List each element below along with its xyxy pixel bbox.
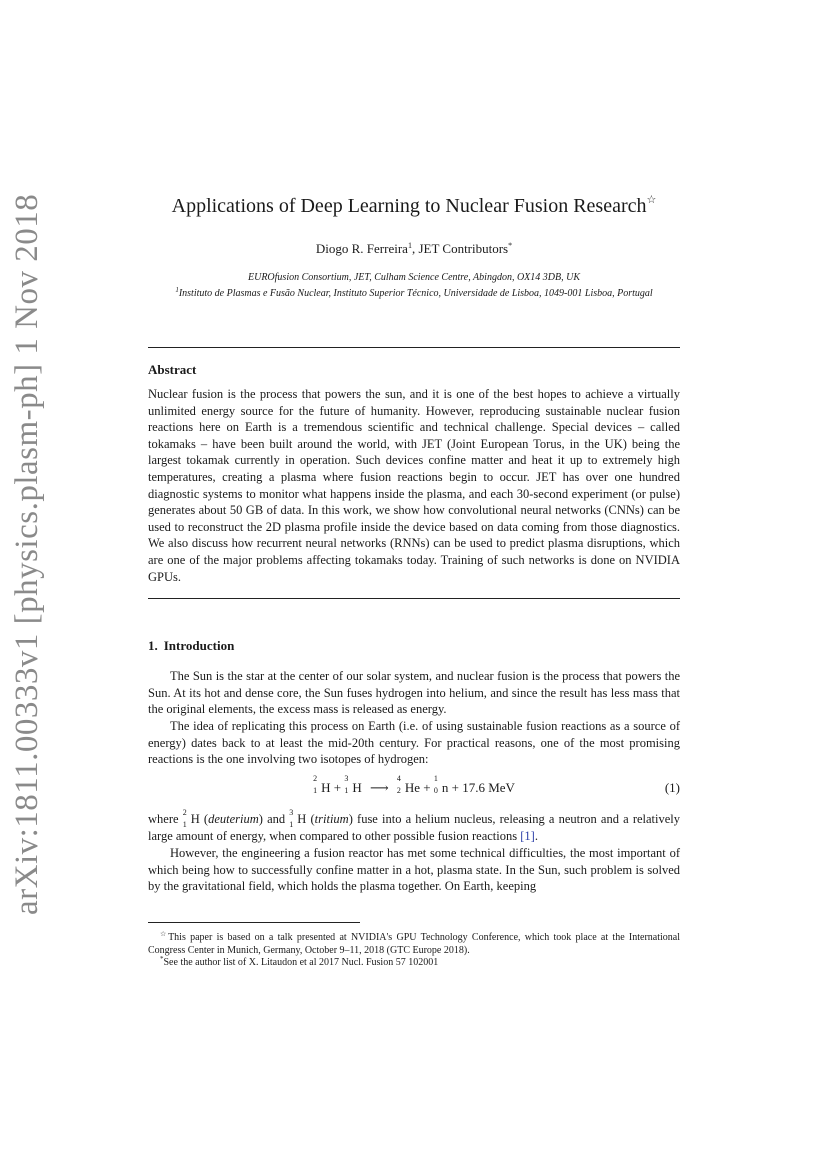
section-heading xyxy=(148,638,234,654)
arxiv-identifier: arXiv:1811.00333v1 [physics.plasm-ph] 1 Nov 2018 xyxy=(9,193,45,915)
footnote-mark: * xyxy=(160,955,164,963)
affiliation-text: Instituto de Plasmas e Fusão Nuclear, Instituto Superior Técnico, Universidade de Lisboa, 1049-001 Lisboa, Portugal xyxy=(178,288,653,299)
paragraph: However, the engineering a fusion reactor has met some technical difficulties, the most important of which being how to successfully confine matter in a hot, plasma state. In the Sun, such problem is solved by the gravitational field, which holds the plasma together. On Earth, keeping xyxy=(148,846,680,894)
section-number: 1. xyxy=(148,638,158,653)
energy-release: 17.6 MeV xyxy=(462,780,515,795)
citation-link[interactable]: [1] xyxy=(520,828,535,843)
footnote-text: This paper is based on a talk presented at NVIDIA's GPU Technology Conference, which took place at the International Congress Center in Munich, Germany, October 9–11, 2018 (GTC Europe 2018). xyxy=(148,932,681,956)
equation-body: 2 1 H + 3 1 H ⟶ 4 2 He + 1 0 n + 17.6 MeV xyxy=(313,774,515,795)
arxiv-side-stamp xyxy=(4,193,45,915)
term-tritium: tritium xyxy=(314,812,349,826)
isotope-helium: 4 2 xyxy=(396,774,401,795)
paragraph: The Sun is the star at the center of our solar system, and nuclear fusion is the process that powers the Sun. At its hot and dense core, the Sun fuses hydrogen into helium, and since the result has less mass that the original elements, the excess mass is released as energy. xyxy=(148,669,680,717)
affiliation-mark: * xyxy=(508,241,513,250)
author-list xyxy=(148,241,680,257)
abstract-heading: Abstract xyxy=(148,362,197,377)
section-title: Introduction xyxy=(163,638,235,653)
abstract-top-rule xyxy=(148,347,680,348)
paper-title xyxy=(148,193,680,218)
title-text: Applications of Deep Learning to Nuclear Fusion Research xyxy=(171,195,647,217)
isotope-deuterium: 2 1 xyxy=(313,774,318,795)
paragraph: where 2 1 H (deuterium) and 3 1 H (tritium) fuse into a helium nucleus, releasing a neutron and a relatively large amount of energy, when compared to other possible fusion reactions [1]. xyxy=(148,808,681,843)
affiliation xyxy=(148,272,680,283)
isotope-tritium: 3 1 xyxy=(289,808,294,829)
footnote-mark: ☆ xyxy=(160,930,169,938)
isotope-tritium: 3 1 xyxy=(344,774,349,795)
author-separator: , xyxy=(411,241,419,256)
isotope-neutron: 1 0 xyxy=(433,774,438,795)
footnote-text: See the author list of X. Litaudon et al 2017 Nucl. Fusion 57 102001 xyxy=(163,957,439,968)
paragraph: The idea of replicating this process on Earth (i.e. of using sustainable fusion reactions as a source of energy) dates back to at least the mid-20th century. For practical reasons, one of the most promising reactions is the one involving two isotopes of hydrogen: xyxy=(148,719,680,767)
footnote-rule xyxy=(148,922,360,923)
affiliation-mark: 1 xyxy=(175,286,179,294)
equation-1 xyxy=(148,774,680,798)
reaction-arrow: ⟶ xyxy=(369,780,389,795)
affiliation xyxy=(148,286,680,299)
footnote xyxy=(148,953,680,970)
author-name: Diogo R. Ferreira xyxy=(315,241,408,256)
abstract-bottom-rule xyxy=(148,598,680,599)
affiliation-mark: 1 xyxy=(407,241,412,250)
equation-number: (1) xyxy=(664,780,680,795)
isotope-deuterium: 2 1 xyxy=(182,808,187,829)
affiliation-text: EUROfusion Consortium, JET, Culham Science Centre, Abingdon, OX14 3DB, UK xyxy=(247,272,580,283)
title-footnote-mark: ☆ xyxy=(646,194,657,206)
abstract-text: Nuclear fusion is the process that powers the sun, and it is one of the best hopes to achieve a virtually unlimited energy source for the future of humanity. However, reproducing sustainable nuclear fusion reactions here on Earth is a tremendous scientific and technical challenge. Special devices – called tokamaks – have been built around the world, with JET (Joint European Torus, in the UK) being the largest tokamak currently in operation. Such devices confine matter and heat it up to extremely high temperatures, creating a plasma where fusion reactions begin to occur. JET has over one hundred diagnostic systems to monitor what happens inside the plasma, and each 30-second experiment (or pulse) generates about 50 GB of data. In this work, we show how convolutional neural networks (CNNs) can be used to reconstruct the 2D plasma profile inside the device based on data coming from those diagnostics. We also discuss how recurrent neural networks (RNNs) can be used to predict plasma disruptions, which are one of the major problems affecting tokamaks today. Training of such networks is done on NVIDIA GPUs. xyxy=(148,387,680,584)
term-deuterium: deuterium xyxy=(208,812,259,826)
author-name: JET Contributors xyxy=(418,241,509,256)
